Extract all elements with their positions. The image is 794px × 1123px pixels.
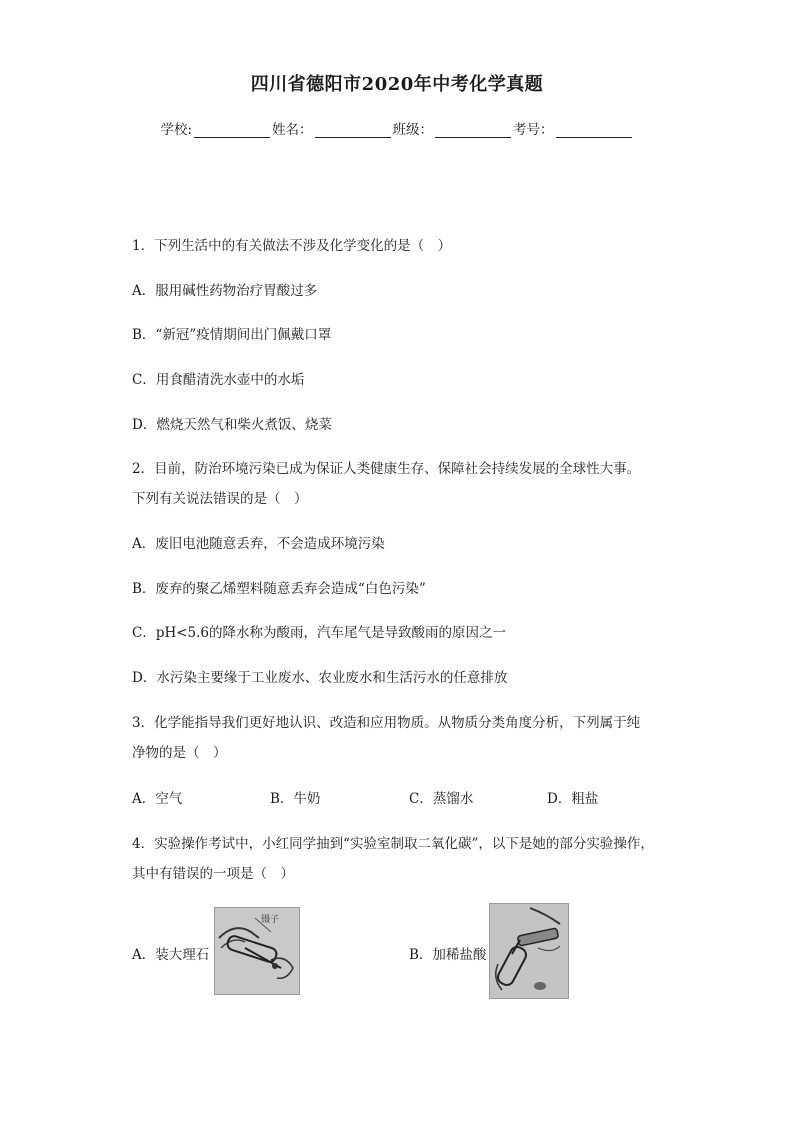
- class-blank: [435, 123, 511, 138]
- name-blank: [315, 123, 391, 138]
- q1-option-b: B．“新冠”疫情期间出门佩戴口罩: [132, 327, 332, 343]
- q3-option-c: C．蒸馏水: [409, 791, 474, 807]
- q4-option-b: B．加稀盐酸: [409, 947, 487, 963]
- name-label: 姓名：: [272, 122, 313, 138]
- q3-option-d: D．粗盐: [547, 791, 599, 807]
- photo-adding-acid: [489, 903, 569, 999]
- school-label: 学校:: [160, 122, 193, 138]
- q3-stem-line2: 净物的是（ ）: [132, 745, 227, 761]
- q2-stem-line2: 下列有关说法错误的是（ ）: [132, 491, 308, 507]
- q2-option-b: B．废弃的聚乙烯塑料随意丢弃会造成“白色污染”: [132, 581, 426, 597]
- marble-loading-illustration: [215, 908, 299, 994]
- q4-stem-line1: 4．实验操作考试中，小红同学抽到“实验室制取二氧化碳”，以下是她的部分实验操作，: [132, 836, 654, 852]
- q4-stem-line2: 其中有错误的一项是（ ）: [132, 866, 294, 882]
- adding-acid-illustration: [490, 904, 568, 998]
- q2-option-c: C．pH<5.6的降水称为酸雨，汽车尾气是导致酸雨的原因之一: [132, 625, 507, 641]
- school-blank: [194, 123, 270, 138]
- class-label: 班级：: [392, 122, 434, 138]
- tweezers-label: 镊子: [261, 915, 280, 925]
- exam-no-blank: [556, 123, 632, 138]
- page-title: 四川省德阳市2020年中考化学真题: [250, 74, 544, 95]
- q2-option-d: D．水污染主要缘于工业废水、农业废水和生活污水的任意排放: [132, 670, 508, 686]
- q3-option-b: B．牛奶: [270, 791, 321, 807]
- q2-option-a: A．废旧电池随意丢弃，不会造成环境污染: [132, 536, 385, 552]
- q1-option-a: A．服用碱性药物治疗胃酸过多: [132, 283, 318, 299]
- exam-no-label: 考号：: [513, 122, 554, 138]
- q1-stem: 1．下列生活中的有关做法不涉及化学变化的是（ ）: [132, 238, 452, 254]
- q2-stem-line1: 2．目前，防治环境污染已成为保证人类健康生存、保障社会持续发展的全球性大事。: [132, 461, 641, 477]
- q3-stem-line1: 3．化学能指导我们更好地认识、改造和应用物质。从物质分类角度分析，下列属于纯: [132, 715, 641, 731]
- q3-option-a: A．空气: [132, 791, 183, 807]
- q4-option-a: A．装大理石: [132, 947, 210, 963]
- q1-option-d: D．燃烧天然气和柴火煮饭、烧菜: [132, 417, 332, 433]
- q1-option-c: C．用食醋清洗水壶中的水垢: [132, 372, 305, 388]
- student-info-line: [0, 118, 794, 138]
- photo-marble-loading: [214, 907, 300, 995]
